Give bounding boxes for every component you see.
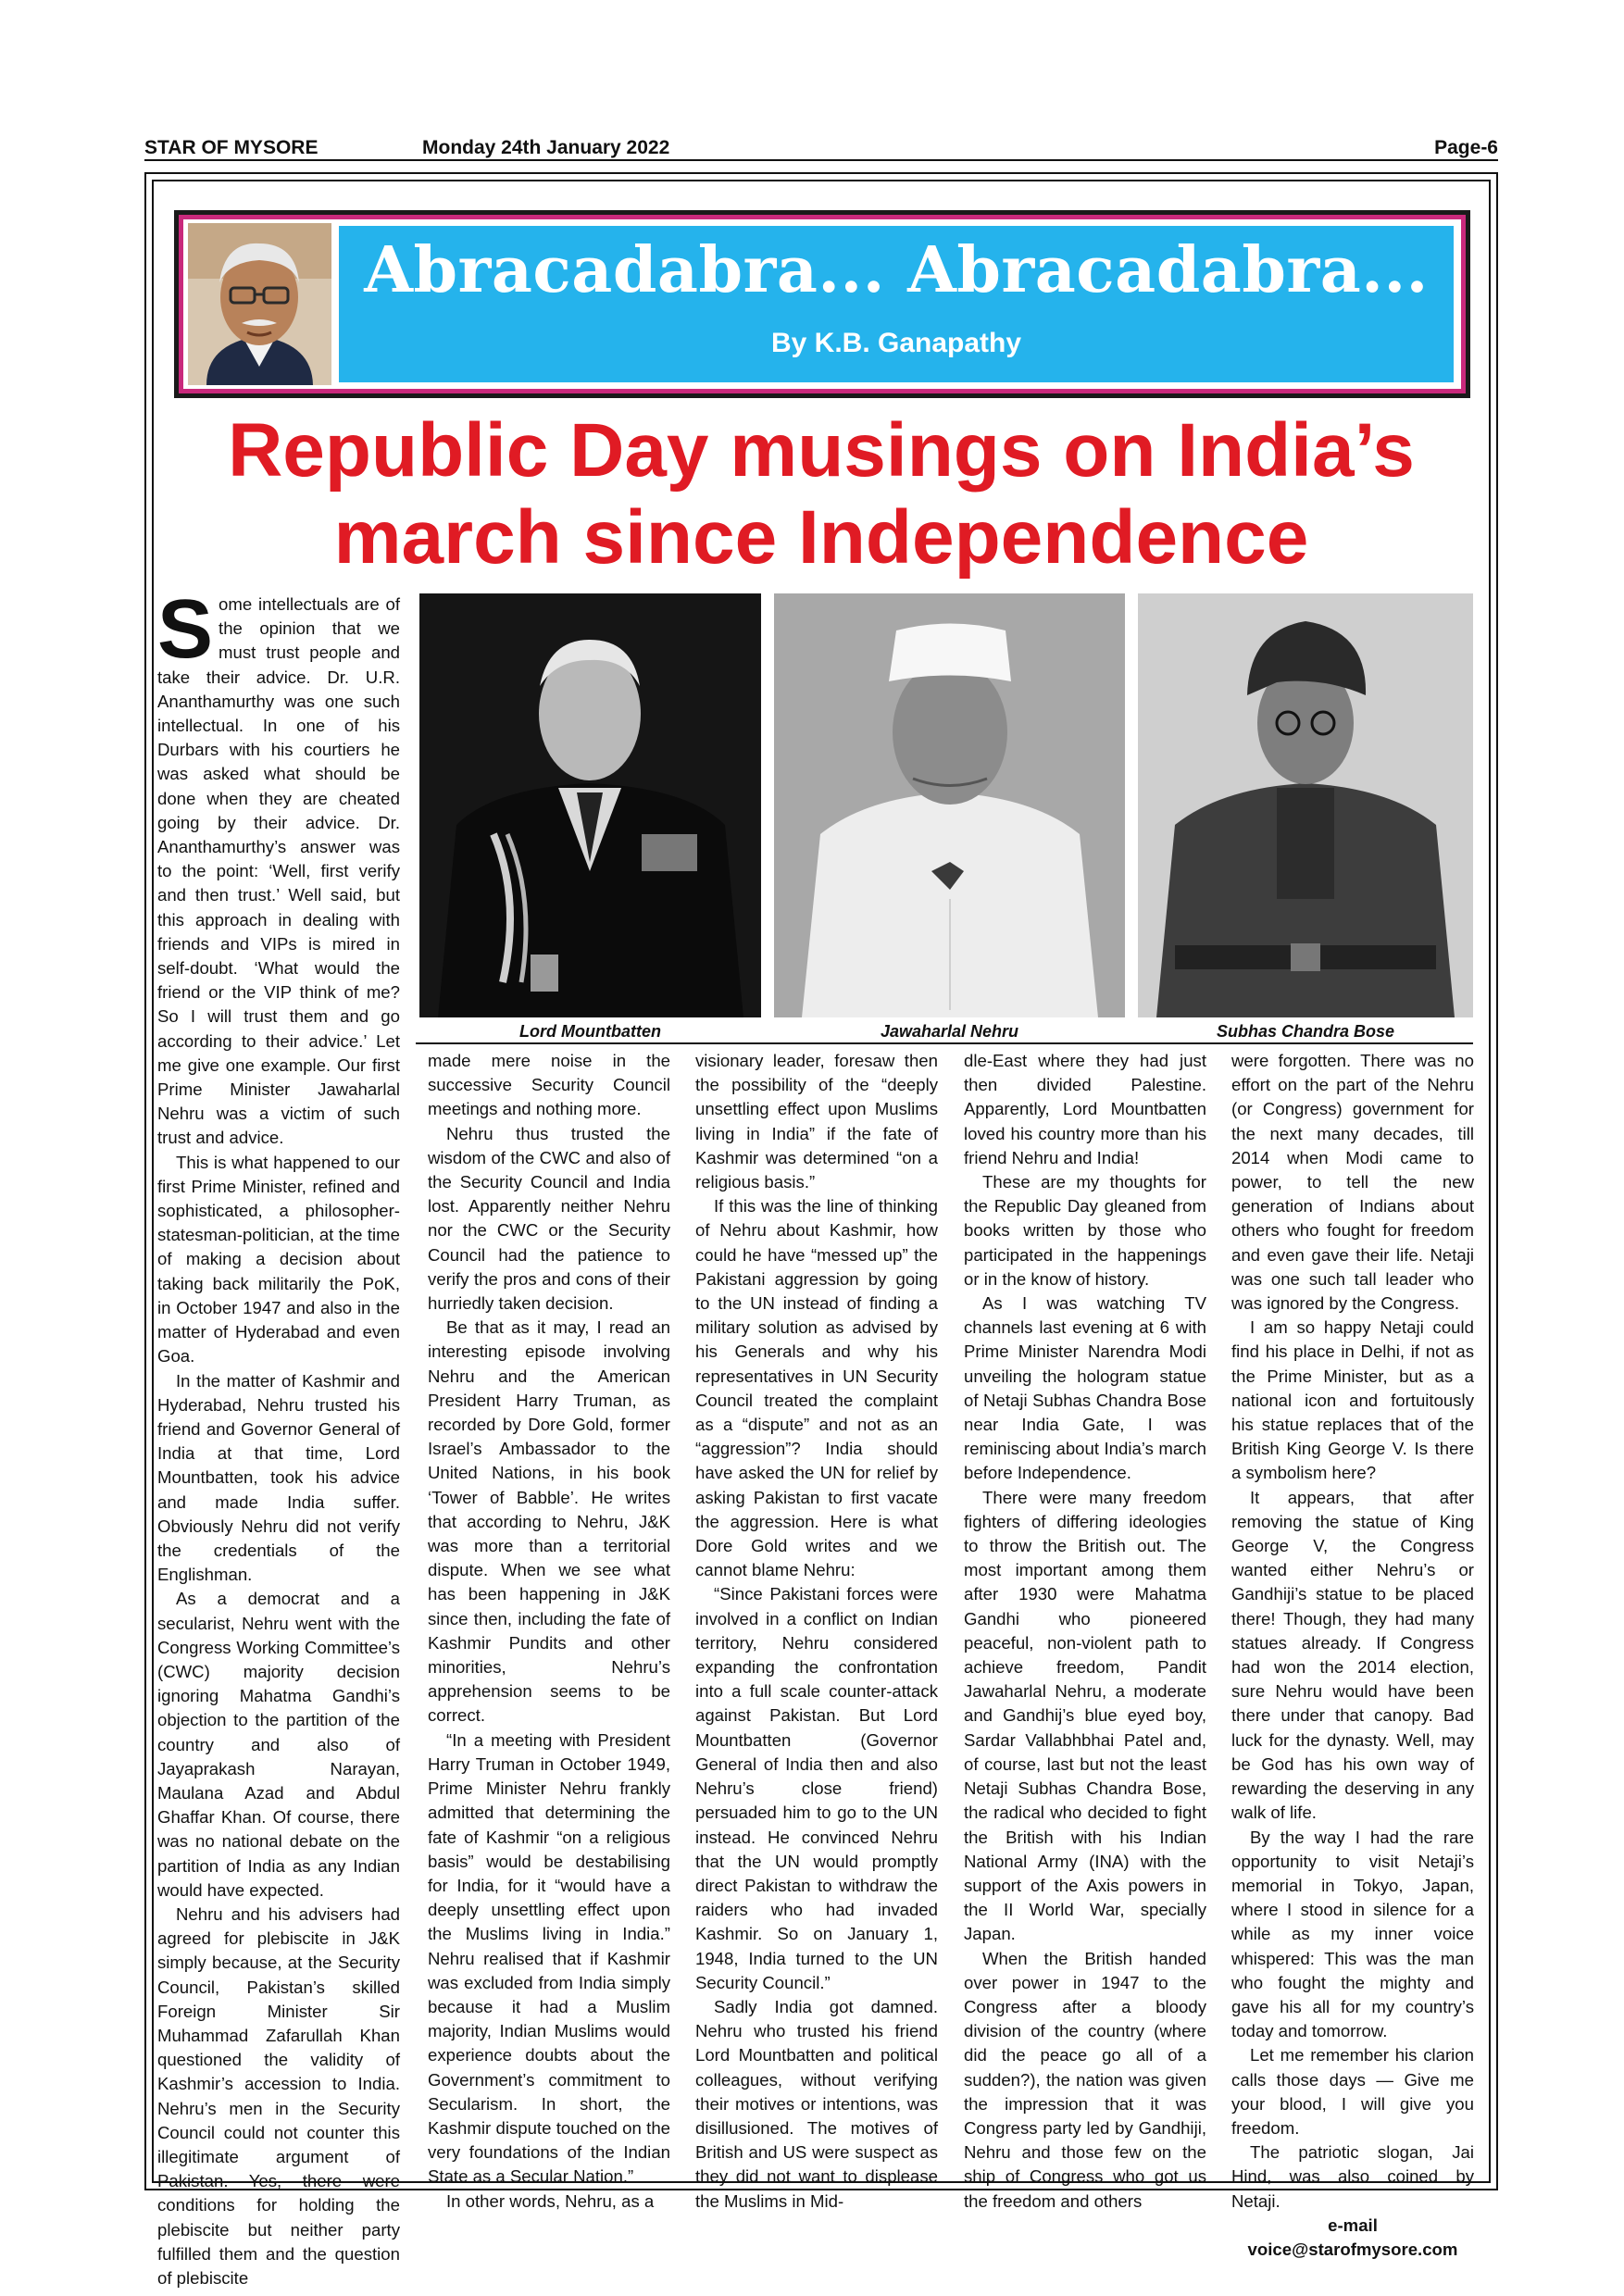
paragraph: In the matter of Kashmir and Hyderabad, Nehru trusted his friend and Governor General of India at that time, Lord Mountbatten, took his advice and made India suffer. Obviously Nehru did not verify the credentials of the Englishman. (157, 1370, 400, 1585)
paragraph: The patriotic slogan, Jai Hind, was also coined by Netaji. (1231, 2142, 1474, 2211)
paragraph: Sadly India got damned. Nehru who trusted his friend Lord Mountbatten and political colleagues, without verifying their motives or intentions, was disillusioned. The motives of British and US were suspect as they did not want to displease the Muslims in Mid- (695, 1996, 938, 2211)
paragraph: made mere noise in the successive Security Council meetings and nothing more. (428, 1051, 670, 1119)
email-label: e-mail (1328, 2215, 1378, 2235)
caption-rule (416, 1042, 1473, 1044)
article-column-1 (157, 583, 400, 2289)
photo-nehru (774, 593, 1125, 1017)
caption-nehru: Jawaharlal Nehru (880, 1022, 1019, 1041)
paragraph: If this was the line of thinking of Nehru about Kashmir, how could he have “messed up” the Pakistani aggression by going to the UN instead of finding a military solution as advised by his Generals and why his representatives in UN Security Council treated the complaint as a “dispute” and not as an “aggression”? India should have asked the UN for relief by asking Pakistan to first vacate the aggression. Here is what Dore Gold writes and we cannot blame Nehru: (695, 1196, 938, 1580)
paragraph: dle-East where they had just then divided Palestine. Apparently, Lord Mountbatten loved his country more than his friend Nehru and India! (964, 1051, 1206, 1167)
paragraph: Let me remember his clarion calls those days — Give me your blood, I will give you freedom. (1231, 2045, 1474, 2138)
paragraph: “In a meeting with President Harry Truman in October 1949, Prime Minister Nehru frankly admitted that determining the fate of Kashmir “on a religious basis” would be destabilising for India, for it “would have a deeply unsettling effect upon the Muslims living in India.” Nehru realised that if Kashmir was excluded from India simply because it had a Muslim majority, Indian Muslims would experience doubts about the Government’s commitment to Secularism. In short, the Kashmir dispute touched on the very foundations of the Indian State as a Secular Nation.” (428, 1729, 670, 2187)
article-column-2 (428, 1049, 670, 2211)
column-title: Abracadabra... Abracadabra... (364, 233, 1429, 307)
paragraph: It appears, that after removing the statue of King George V, the Congress wanted either Nehru’s or Gandhiji’s statue to be placed there! Though, they had many statues already. If Congress had won the 2014 election, sure Nehru would have been there under that canopy. Bad luck for the dynasty. Well, may be God has his own way of rewarding the deserving in any walk of life. (1231, 1487, 1474, 1823)
paragraph: Be that as it may, I read an interesting episode involving Nehru and the American President Harry Truman, as recorded by Dore Gold, former Israel’s Ambassador to the United Nations, in his book ‘Tower of Babble’. He writes that according to Nehru, J&K was more than a territorial dispute. When we see what has been happening in J&K since then, including the fate of Kashmir Pundits and other minorities, Nehru’s apprehension seems to be correct. (428, 1317, 670, 1726)
issue-date: Monday 24th January 2022 (422, 137, 670, 158)
paragraph: visionary leader, foresaw then the possibility of the “deeply unsettling effect upon Muslims living in India” if the fate of Kashmir was determined “on a religious basis.” (695, 1051, 938, 1192)
running-head-rule (144, 159, 1498, 161)
author-photo (188, 223, 331, 385)
headline (156, 407, 1487, 581)
email-address[interactable]: voice@starofmysore.com (1247, 2239, 1458, 2259)
article-column-4 (964, 1049, 1206, 2211)
article-column-3 (695, 1049, 938, 2211)
headline-line-2: march since Independence (333, 495, 1309, 580)
headline-line-1: Republic Day musings on India’s (228, 408, 1415, 493)
paragraph: When the British handed over power in 1947 to the Congress after a bloody division of the country (where did the peace go all of a sudden?), the nation was given the impression that it was Congress party led by Gandhiji, Nehru and those few on the ship of Congress who got us the freedom and others (964, 1948, 1206, 2211)
paragraph: There were many freedom fighters of differing ideologies to throw the British out. The most important among them after 1930 were Mahatma Gandhi who pioneered peaceful, non-violent path to achieve freedom, Pandit Jawaharlal Nehru, a moderate and Gandhij’s blue eyed boy, Sardar Vallabhbhai Patel and, of course, last but not the least Netaji Subhas Chandra Bose, the radical who decided to fight the British with his Indian National Army (INA) with the support of the Axis powers in the II World War, specially Japan. (964, 1487, 1206, 1944)
paragraph: “Since Pakistani forces were involved in a conflict on Indian territory, Nehru considered expanding the confrontation into a full scale counter-attack against Pakistan. But Lord Mountbatten (Governor General of India then and also Nehru’s close friend) persuaded him to go to the UN instead. He convinced Nehru that the UN would promptly direct Pakistan to withdraw the raiders who had invaded Kashmir. So on January 1, 1948, India turned to the UN Security Council.” (695, 1584, 938, 1992)
paper-name: STAR OF MYSORE (144, 137, 319, 158)
photo-bose (1138, 593, 1473, 1017)
caption-bose: Subhas Chandra Bose (1216, 1022, 1395, 1041)
page-number: Page-6 (1434, 137, 1498, 158)
paragraph: Nehru thus trusted the wisdom of the CWC and also of the Security Council and India lost. Apparently neither Nehru nor the CWC or the Security Council had the patience to verify the pros and cons of their hurriedly taken decision. (428, 1123, 670, 1314)
paragraph: As I was watching TV channels last evening at 6 with Prime Minister Narendra Modi unveiling the hologram statue of Netaji Subhas Chandra Bose near India Gate, I was reminiscing about India’s march before Independence. (964, 1293, 1206, 1483)
drop-cap: S (157, 583, 214, 676)
paragraph: I am so happy Netaji could find his place in Delhi, if not as the Prime Minister, but as a national icon and fortuitously his statue replaces that of the British King George V. Is there a symbolism here? (1231, 1317, 1474, 1483)
paragraph: These are my thoughts for the Republic Day gleaned from books written by those who participated in the happenings or in the know of history. (964, 1172, 1206, 1289)
caption-mountbatten: Lord Mountbatten (519, 1022, 661, 1041)
paragraph: Some intellectuals are of the opinion that we must trust people and take their advice. Dr. U.R. Ananthamurthy was one such intellectual. In one of his Durbars with his courtiers he was asked what should be done when they are cheated going by their advice. Dr. Ananthamurthy’s answer was to the point: ‘Well, first verify and then trust.’ Well said, but this approach in dealing with friends and VIPs is mired in self-doubt. ‘What would the friend or the VIP think of me? So I will trust them and go according to their advice.’ Let me give one example. Our first Prime Minister Jawaharlal Nehru was a victim of such trust and advice. (157, 583, 400, 1148)
paragraph: This is what happened to our first Prime Minister, refined and sophisticated, a philosopher-statesman-politician, at the time of making a decision about taking back militarily the PoK, in October 1947 and also in the matter of Hyderabad and even Goa. (157, 1152, 400, 1366)
article-column-5 (1231, 1049, 1474, 2259)
paragraph: By the way I had the rare opportunity to visit Netaji’s memorial in Tokyo, Japan, where I stood in silence for a while as my inner voice whispered: This was the man who fought the mighty and gave his all for my country’s today and tomorrow. (1231, 1827, 1474, 2041)
paragraph: Nehru and his advisers had agreed for plebiscite in J&K simply because, at the Security Council, Pakistan’s skilled Foreign Minister Sir Muhammad Zafarullah Khan questioned the validity of Kashmir’s accession to India. Nehru’s men in the Security Council could not counter this illegitimate argument of Pakistan. Yes, there were conditions for holding the plebiscite but neither party fulfilled them and the question of plebiscite (157, 1903, 400, 2289)
byline: By K.B. Ganapathy (770, 328, 1022, 358)
paragraph: were forgotten. There was no effort on the part of the Nehru (or Congress) government for the next many decades, till 2014 when Modi came to power, to tell the new generation of Indians about others who fought for freedom and even gave their life. Netaji was one such tall leader who was ignored by the Congress. (1231, 1051, 1474, 1314)
paragraph: As a democrat and a secularist, Nehru went with the Congress Working Committee’s (CWC) majority decision ignoring Mahatma Gandhi’s objection to the partition of the country and also of Jayaprakash Narayan, Maulana Azad and Abdul Ghaffar Khan. Of course, there was no national debate on the partition of India as any Indian would have expected. (157, 1589, 400, 1900)
paragraph: In other words, Nehru, as a (446, 2190, 655, 2211)
photo-mountbatten (419, 593, 761, 1017)
